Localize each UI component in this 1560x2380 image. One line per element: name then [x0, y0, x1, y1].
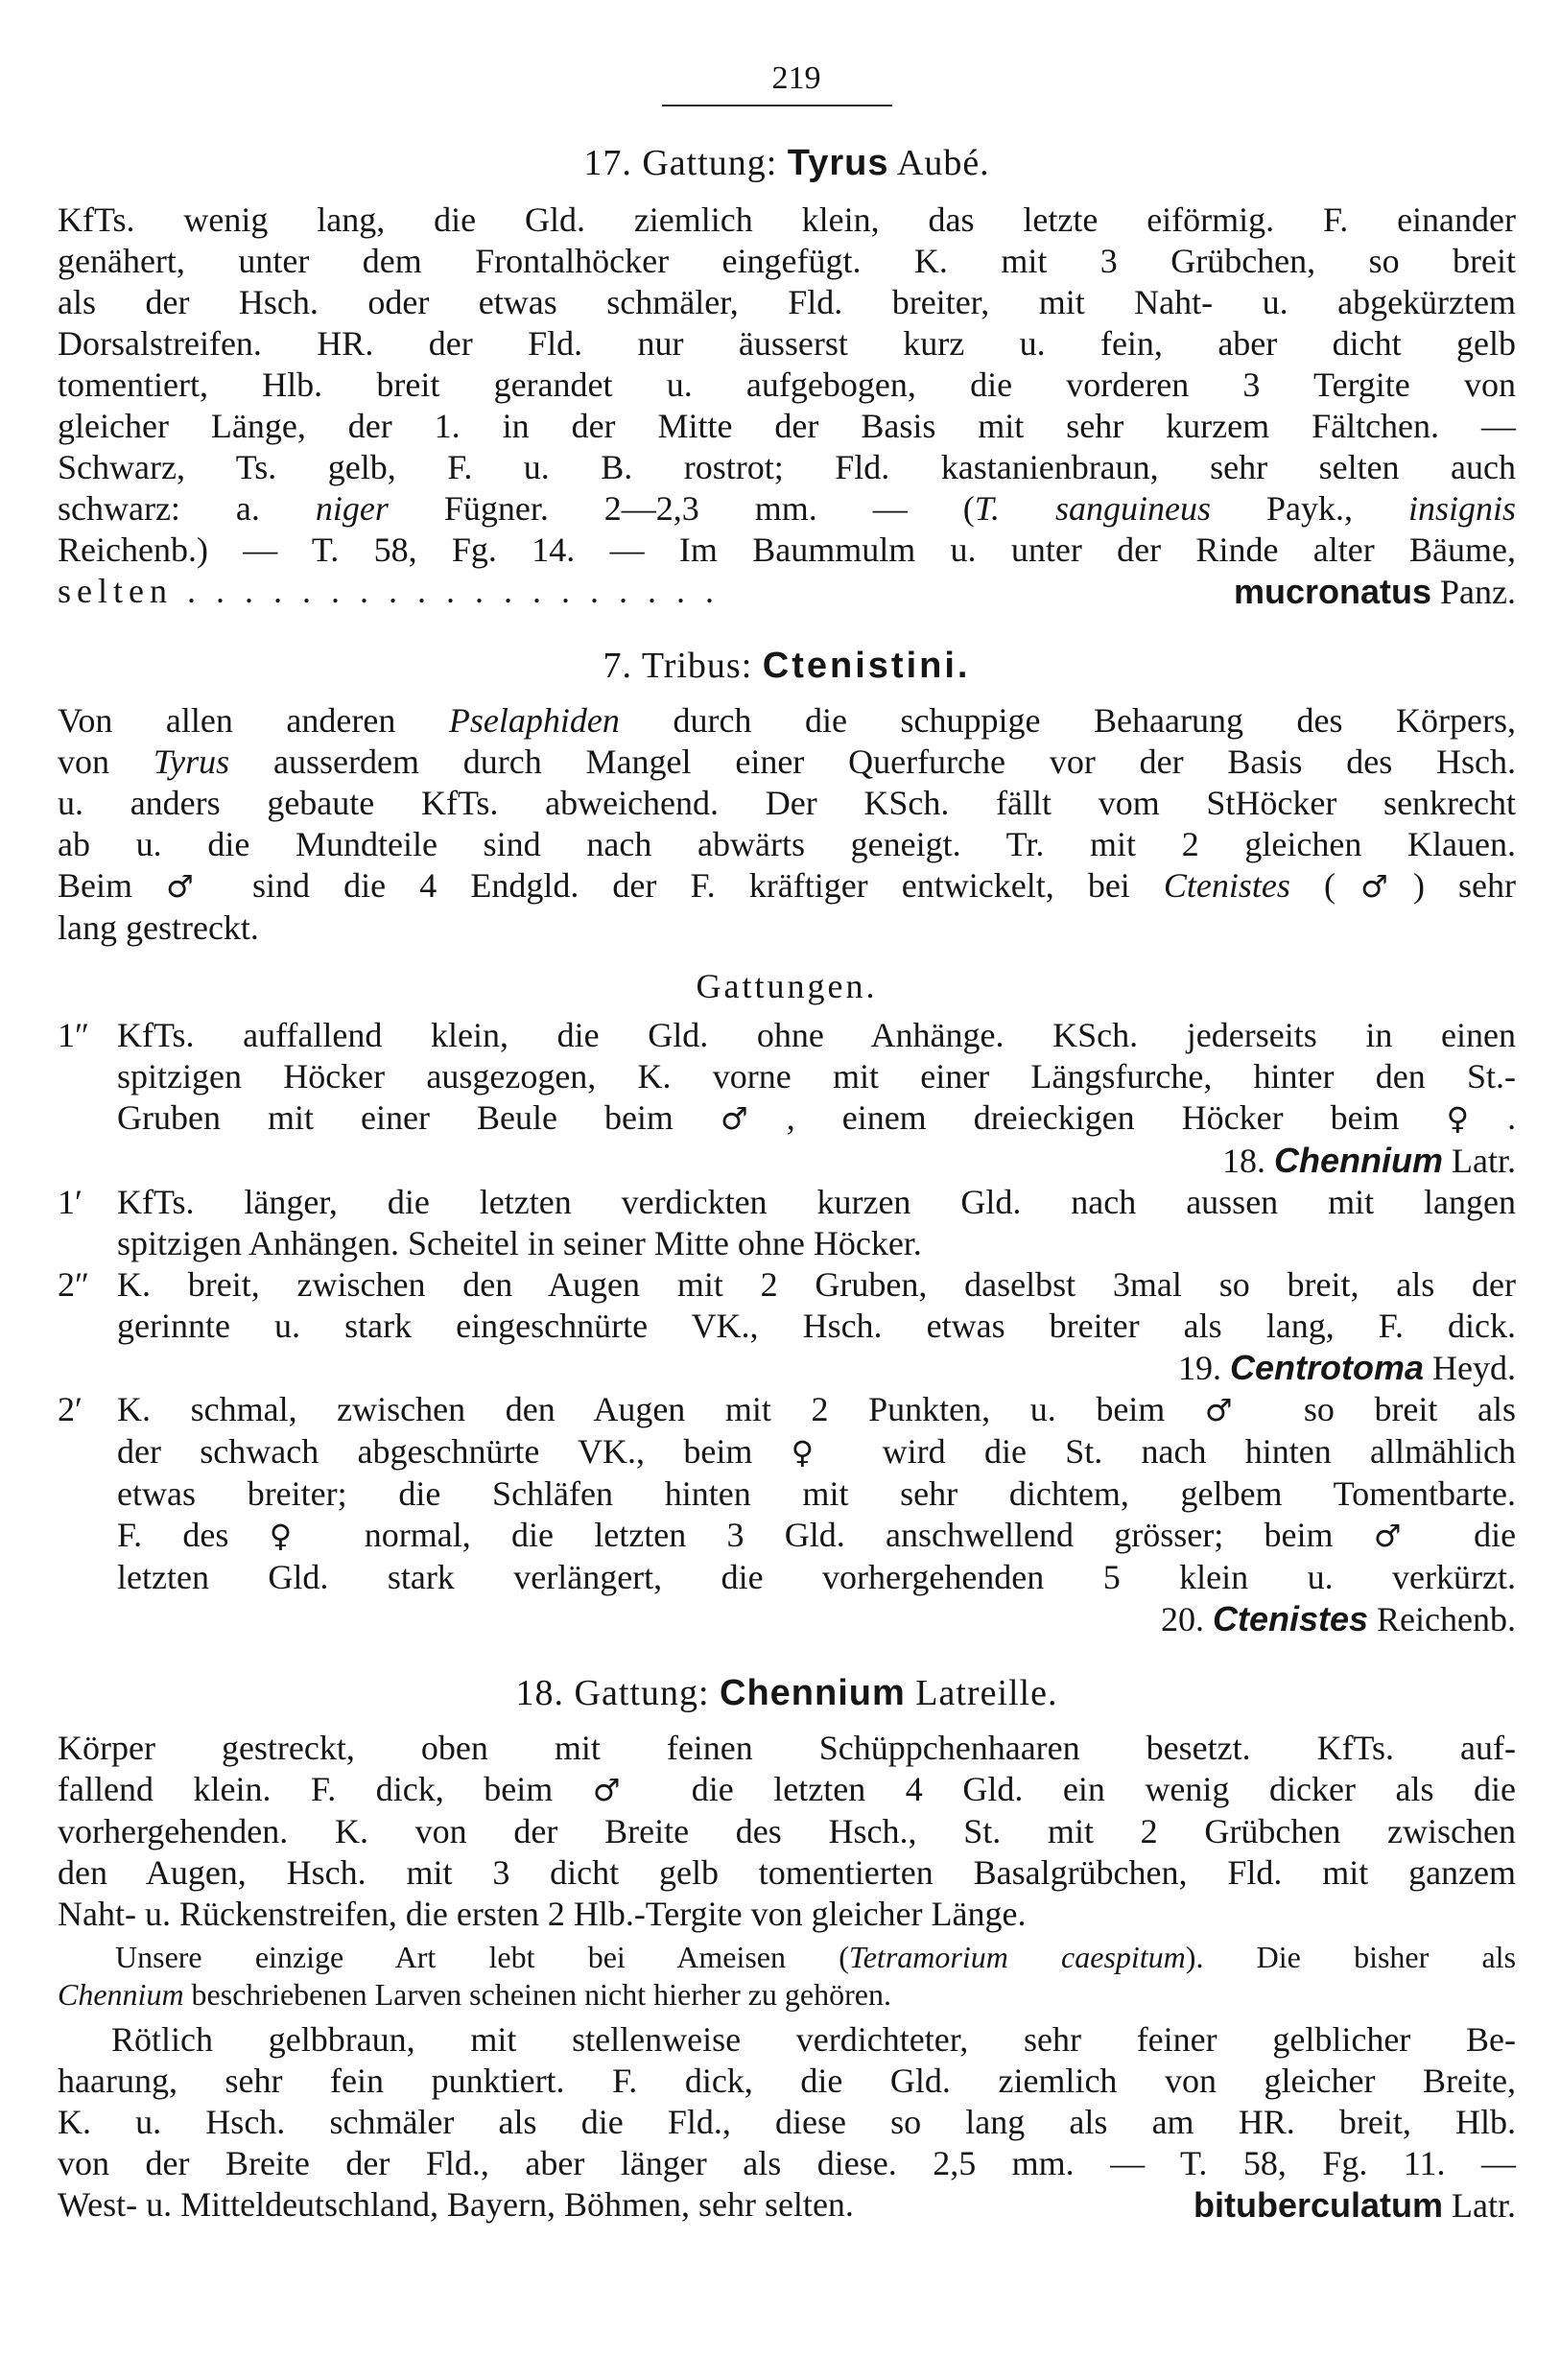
- genus-17-prefix: 17. Gattung:: [583, 143, 778, 183]
- genus-name: Ctenistes: [1212, 1599, 1369, 1638]
- genus-18-prefix: 18. Gattung:: [515, 1673, 710, 1713]
- header-rule: [662, 105, 892, 106]
- text-line: Beim ♂ sind die 4 Endgld. der F. kräftiger entwickelt, bei Ctenistes (♂) sehr: [58, 866, 1517, 905]
- taxon-italic: insignis: [1407, 489, 1516, 528]
- text-line: gleicher Länge, der 1. in der Mitte der Basis mit sehr kurzem Fältchen. —: [58, 407, 1516, 445]
- taxon-italic: Tyrus: [153, 742, 230, 781]
- genus-17-description: [58, 200, 1516, 613]
- genus-17-heading: [58, 143, 1516, 184]
- tribe-name: Ctenistini.: [762, 646, 971, 686]
- text-line: Körper gestreckt, oben mit feinen Schüppchenhaaren besetzt. KfTs. auf-: [58, 1729, 1516, 1767]
- text-line: KfTs. wenig lang, die Gld. ziemlich klein, das letzte eiförmig. F. einander: [58, 200, 1516, 239]
- key-couplet-2a: 2″ K. breit, zwischen den Augen mit 2 Gruben, daselbst 3mal so breit, als der gerinnte u. stark eingeschnürte VK., Hsch. etwas breiter als lang, F. dick. 19. Centrotoma Heyd.: [58, 1265, 1516, 1387]
- page: [58, 58, 1516, 2227]
- male-symbol: ♂: [1335, 868, 1413, 905]
- genus-17-author: Aubé.: [896, 143, 990, 183]
- female-symbol: ♀: [1446, 1100, 1508, 1137]
- text-line: tomentiert, Hlb. breit gerandet u. aufgebogen, die vorderen 3 Tergite von: [58, 365, 1516, 404]
- text-line: schwarz: a. niger Fügner. 2—2,3 mm. — (T. sanguineus Payk., insignis: [58, 489, 1516, 528]
- female-symbol: ♀: [791, 1434, 844, 1471]
- taxon-italic: Pselaphiden: [448, 701, 620, 740]
- key-title: Gattungen.: [696, 967, 878, 1005]
- male-symbol: ♂: [1373, 1518, 1433, 1554]
- page-number: 219: [771, 60, 821, 96]
- genus-name: Centrotoma: [1230, 1348, 1425, 1387]
- species-author: Panz.: [1440, 573, 1516, 611]
- tribe-prefix: 7. Tribus:: [603, 646, 753, 686]
- genus-18-note: [58, 1939, 1516, 2014]
- species-author: Latr.: [1452, 2186, 1516, 2225]
- text-line: fallend klein. F. dick, beim ♂ die letzten 4 Gld. ein wenig dicker als die: [58, 1770, 1517, 1808]
- text-line: Schwarz, Ts. gelb, F. u. B. rostrot; Fld. kastanienbraun, sehr selten auch: [58, 448, 1516, 486]
- male-symbol: ♂: [166, 868, 219, 905]
- key-result: 19. Centrotoma Heyd.: [1178, 1348, 1516, 1387]
- taxon-italic: T. sanguineus: [974, 489, 1212, 528]
- text-line: von Tyrus ausserdem durch Mangel einer Querfurche vor der Basis des Hsch.: [58, 742, 1517, 781]
- text-line: Von allen anderen Pselaphiden durch die schuppige Behaarung des Körpers,: [58, 701, 1517, 740]
- text-line: Rötlich gelbbraun, mit stellenweise verdichteter, sehr feiner gelblicher Be-: [111, 2020, 1516, 2059]
- text-line: lang gestreckt.: [58, 908, 259, 947]
- text-line: genähert, unter dem Frontalhöcker eingefügt. K. mit 3 Grübchen, so breit: [58, 242, 1516, 280]
- species-description: [58, 2019, 1516, 2227]
- key-couplet-1a: 1″ KfTs. auffallend klein, die Gld. ohne Anhänge. KSch. jederseits in einen spitzigen Höcker ausgezogen, K. vorne mit einer Längsfurche, hinter den St.- Gruben mit einer Beule beim ♂, einem dreieckigen Höcker beim ♀. 18. Chennium Latr.: [58, 1016, 1517, 1180]
- genus-17-name: Tyrus: [787, 143, 889, 183]
- genus-18-heading: [58, 1673, 1516, 1714]
- note-line: Chennium beschriebenen Larven scheinen nicht hierher zu gehören.: [58, 1977, 891, 2012]
- couplet-number: 2″: [58, 1265, 89, 1304]
- taxon-italic: Chennium: [58, 1977, 184, 2012]
- text-line: den Augen, Hsch. mit 3 dicht gelb tomentierten Basalgrübchen, Fld. mit ganzem: [58, 1853, 1516, 1892]
- couplet-number: 1′: [58, 1183, 83, 1221]
- text-line: K. u. Hsch. schmäler als die Fld., diese so lang als am HR. breit, Hlb.: [58, 2103, 1516, 2141]
- species-line: selten . . . . . . . . . . . . . . . . . . . mucronatus Panz.: [58, 572, 1516, 611]
- taxon-italic: Ctenistes: [1163, 866, 1290, 905]
- text-line: Reichenb.) — T. 58, Fg. 14. — Im Baummulm u. unter der Rinde alter Bäume,: [58, 530, 1516, 569]
- key-couplet-1b: 1′ KfTs. länger, die letzten verdickten kurzen Gld. nach aussen mit langen spitzigen Anhängen. Scheitel in seiner Mitte ohne Höcker.: [58, 1183, 1516, 1262]
- male-symbol: ♂: [592, 1772, 652, 1808]
- genus-18-author: Latreille.: [915, 1673, 1058, 1713]
- female-symbol: ♀: [269, 1518, 324, 1554]
- text-line: als der Hsch. oder etwas schmäler, Fld. breiter, mit Naht- u. abgekürztem: [58, 283, 1516, 321]
- text-line: von der Breite der Fld., aber länger als diese. 2,5 mm. — T. 58, Fg. 11. —: [58, 2144, 1516, 2182]
- key-couplet-2b: 2′ K. schmal, zwischen den Augen mit 2 Punkten, u. beim ♂ so breit als der schwach abgeschnürte VK., beim ♀ wird die St. nach hinten allmählich etwas breiter; die Schläfen hinten mit sehr dichtem, gelbem Tomentbarte. F. des ♀ normal, die letzten 3 Gld. anschwellend grösser; beim ♂ die letzten Gld. stark verlängert, die vorhergehenden 5 klein u. verkürzt. 20. Ctenistes Reichenb.: [58, 1390, 1517, 1638]
- male-symbol: ♂: [720, 1100, 787, 1137]
- species-name: bituberculatum: [1194, 2185, 1444, 2225]
- male-symbol: ♂: [1204, 1392, 1265, 1428]
- key-result: 18. Chennium Latr.: [1222, 1141, 1516, 1180]
- taxon-italic: niger: [315, 489, 389, 528]
- genus-18-description: [58, 1728, 1516, 1935]
- text-line: Naht- u. Rückenstreifen, die ersten 2 Hlb.-Tergite von gleicher Länge.: [58, 1895, 1027, 1933]
- tribe-description: [58, 700, 1516, 949]
- text-line: vorhergehenden. K. von der Breite des Hsch., St. mit 2 Grübchen zwischen: [58, 1812, 1516, 1850]
- text-line: u. anders gebaute KfTs. abweichend. Der KSch. fällt vom StHöcker senkrecht: [58, 784, 1516, 822]
- text-line: haarung, sehr fein punktiert. F. dick, die Gld. ziemlich von gleicher Breite,: [58, 2062, 1516, 2100]
- genera-key: [58, 1015, 1516, 1640]
- tribe-heading: [58, 646, 1516, 687]
- species-line: West- u. Mitteldeutschland, Bayern, Böhmen, sehr selten. bituberculatum Latr.: [58, 2185, 1516, 2225]
- key-result: 20. Ctenistes Reichenb.: [1160, 1599, 1516, 1638]
- genus-18-name: Chennium: [720, 1673, 906, 1713]
- genus-name: Chennium: [1274, 1141, 1444, 1180]
- couplet-number: 1″: [58, 1016, 89, 1054]
- taxon-italic: Tetramorium caespitum: [848, 1940, 1186, 1974]
- couplet-number: 2′: [58, 1390, 83, 1428]
- text-line: Dorsalstreifen. HR. der Fld. nur äusserst kurz u. fein, aber dicht gelb: [58, 324, 1516, 363]
- text-line: ab u. die Mundteile sind nach abwärts geneigt. Tr. mit 2 gleichen Klauen.: [58, 825, 1516, 863]
- note-line: Unsere einzige Art lebt bei Ameisen (Tetramorium caespitum). Die bisher als: [115, 1940, 1517, 1974]
- species-name: mucronatus: [1233, 572, 1432, 611]
